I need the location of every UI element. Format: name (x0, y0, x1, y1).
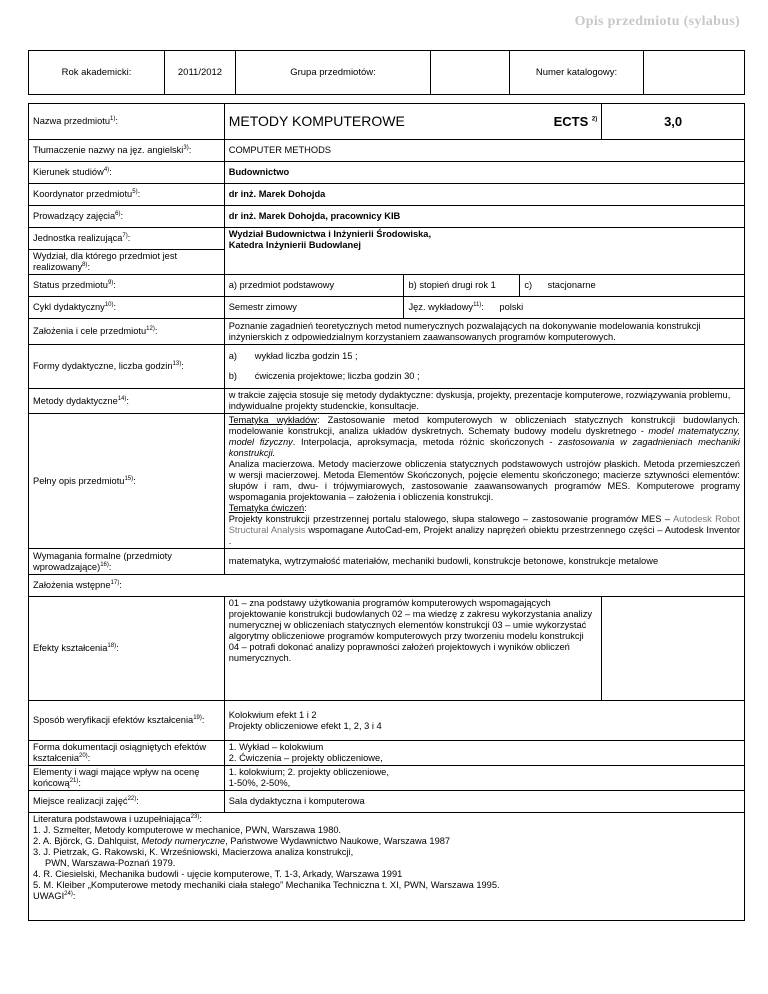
verification-label: Sposób weryfikacji efektów kształcenia$^{19)}$: (29, 701, 225, 741)
status-a: a) przedmiot podstawowy (224, 275, 404, 297)
literature-item: 4. R. Ciesielski, Mechanika budowli - ujęcie komputerowe, T. 1-3, Arkady, Warszawa 1991 (33, 869, 403, 879)
forms-a-marker: a) (228, 351, 238, 361)
unit-label: Jednostka realizująca$^{7)}$: (29, 228, 225, 250)
literature-item-cont: PWN, Warszawa-Poznań 1979. (45, 858, 176, 868)
catalog-number-label: Numer katalogowy: (510, 51, 644, 95)
goals-value: Poznanie zagadnień teoretycznych metod numerycznych pozwalających na dokonywanie modelowania konstrukcji inżynierskich z odpowiedzialnym korzystaniem zaawansowanych programów komputerowych. (224, 319, 744, 345)
lecture-topics-heading: Tematyka wykładów (228, 415, 317, 425)
verification-value: Kolokwium efekt 1 i 2 Projekty obliczeniowe efekt 1, 2, 3 i 4 (224, 701, 744, 741)
full-description-label: Pełny opis przedmiotu$^{15)}$: (29, 414, 225, 549)
goals-label: Założenia i cele przedmiotu$^{12)}$: (29, 319, 225, 345)
syllabus-table (28, 103, 745, 921)
requirements-value: matematyka, wytrzymałość materiałów, mechaniki budowli, konstrukcje betonowe, konstrukcje metalowe (224, 549, 744, 575)
english-name-label: Tłumaczenie nazwy na jęz. angielski$^{3)}$: (29, 140, 225, 162)
exercise-topics-heading: Tematyka ćwiczeń (228, 503, 305, 513)
english-name-value: COMPUTER METHODS (224, 140, 744, 162)
ects-value: 3,0 (602, 104, 745, 140)
methods-value: w trakcie zajęcia stosuje się metody dydaktyczne: dyskusja, projekty, prezentacje komputerowe, rozwiązywania problemu, indywidualne projekty studenckie, konsultacje. (224, 389, 744, 414)
field-of-study-label: Kierunek studiów$^{4)}$: (29, 162, 225, 184)
documentation-form-label: Forma dokumentacji osiągniętych efektów kształcenia$^{20)}$: (29, 741, 225, 766)
literature-item: 3. J. Pietrzak, G. Rakowski, K. Wrześniowski, Macierzowa analiza konstrukcji, (33, 847, 354, 857)
location-label: Miejsce realizacji zajęć$^{22)}$: (29, 791, 225, 813)
learning-outcomes-value: 01 – zna podstawy użytkowania programów komputerowych wspomagających projektowanie konstrukcji budowlanych 02 – ma wiedzę z zakresu wykorzystania analizy numerycznej w obliczeniach statycznych elementów konstrukcji 03 – umie wykorzystać algorytmy obliczeniowe programów komputerowych przy tworzeniu modelu konstrukcji 04 – potrafi dokonać analizy poprawności założeń projektowych i wyników obliczeń numerycznych. (224, 597, 601, 701)
prerequisites-label: Założenia wstępne$^{17)}$: (29, 575, 745, 597)
forms-a-value: wykład liczba godzin 15 ; (254, 351, 358, 361)
top-info-table (28, 50, 745, 95)
academic-year-value: 2011/2012 (165, 51, 236, 95)
literature-item: 2. A. Björck, G. Dahlquist, Metody numeryczne, Państwowe Wydawnictwo Naukowe, Warszawa 1987 (33, 836, 451, 846)
instructors-label: Prowadzący zajęcia$^{6)}$: (29, 206, 225, 228)
learning-outcomes-label: Efekty kształcenia$^{18)}$: (29, 597, 225, 701)
course-group-value (431, 51, 510, 95)
learning-outcomes-empty (602, 597, 745, 701)
documentation-form-value: 1. Wykład – kolokwium 2. Ćwiczenia – projekty obliczeniowe, (224, 741, 744, 766)
coordinator-label: Koordynator przedmiotu$^{5)}$: (29, 184, 225, 206)
status-b: b) stopień drugi rok 1 (404, 275, 520, 297)
literature-item: 1. J. Szmelter, Metody komputerowe w mechanice, PWN, Warszawa 1980. (33, 825, 342, 835)
status-c: c) stacjonarne (520, 275, 745, 297)
grading-elements-label: Elementy i wagi mające wpływ na ocenę końcową$^{21)}$: (29, 766, 225, 791)
coordinator-value: dr inż. Marek Dohojda (224, 184, 744, 206)
forms-b-value: ćwiczenia projektowe; liczba godzin 30 ; (254, 371, 420, 381)
cycle-value: Semestr zimowy (224, 297, 404, 319)
forms-b-marker: b) (228, 371, 238, 381)
literature-item: 5. M. Kleiber „Komputerowe metody mechaniki ciała stałego” Mechanika Techniczna t. XI, PWN, Warszawa 1995. (33, 880, 500, 890)
instructors-value: dr inż. Marek Dohojda, pracownicy KIB (224, 206, 744, 228)
methods-label: Metody dydaktyczne$^{14)}$: (29, 389, 225, 414)
course-name-label: Nazwa przedmiotu$^{1)}$: (29, 104, 225, 140)
course-group-label: Grupa przedmiotów: (236, 51, 431, 95)
literature-label: Literatura podstawowa i uzupełniająca$^{23)}$: (33, 813, 202, 824)
unit-value: Wydział Budownictwa i Inżynierii Środowiska, Katedra Inżynierii Budowlanej (224, 228, 744, 275)
language-cell: Jęz. wykładowy$^{11)}$: polski (404, 297, 745, 319)
ects-label: ECTS $^{2)}$ (520, 104, 602, 140)
requirements-label: Wymagania formalne (przedmioty wprowadzające)$^{16)}$: (29, 549, 225, 575)
location-value: Sala dydaktyczna i komputerowa (224, 791, 744, 813)
literature-block (29, 813, 745, 921)
forms-label: Formy dydaktyczne, liczba godzin$^{13)}$: (29, 345, 225, 389)
full-description-value: Tematyka wykładów: Zastosowanie metod komputerowych w obliczeniach statycznych konstrukcji budowlanych. modelowanie konstrukcji, analiza układów dyskretnych. Schematy budowy modelu dyskretnego - model matematyczny, model fizyczny. Interpolacja, aproksymacja, metoda różnic skończonych - zastosowania w zagadnieniach mechaniki konstrukcji. Analiza macierzowa. Metody macierzowe obliczenia statycznych podstawowych ustrojów płaskich. Metoda przemieszczeń w wersji macierzowej. Metoda Elementów Skończonych, pojęcie elementu skończonego; macierze sztywności elementów: słupów i ram, dwu- i trójwymiarowych, zastosowanie zaawansowanych programów MES. Komputerowe programy wspomagania projektowania – założenia i obliczenia konstrukcji. Tematyka ćwiczeń: Projekty konstrukcji przestrzennej portalu stalowego, słupa stalowego – zastosowanie programów MES – Autodesk Robot Structural Analysis wspomagane AutoCad-em, Projekt analizy naprężeń obiektu przestrzennego części – Autodesk Inventor . (224, 414, 744, 549)
faculty-label: Wydział, dla którego przedmiot jest realizowany$^{8)}$: (29, 250, 225, 275)
document-header-title: Opis przedmiotu (sylabus) (574, 14, 740, 29)
forms-value (224, 345, 744, 389)
status-label: Status przedmiotu$^{9)}$: (29, 275, 225, 297)
course-name-value: METODY KOMPUTEROWE (224, 104, 520, 140)
cycle-label: Cykl dydaktyczny$^{10)}$: (29, 297, 225, 319)
grading-elements-value: 1. kolokwium; 2. projekty obliczeniowe, 1-50%, 2-50%, (224, 766, 744, 791)
academic-year-label: Rok akademicki: (29, 51, 165, 95)
field-of-study-value: Budownictwo (224, 162, 744, 184)
catalog-number-value (644, 51, 745, 95)
remarks-label: UWAGI$^{24)}$: (33, 890, 76, 901)
